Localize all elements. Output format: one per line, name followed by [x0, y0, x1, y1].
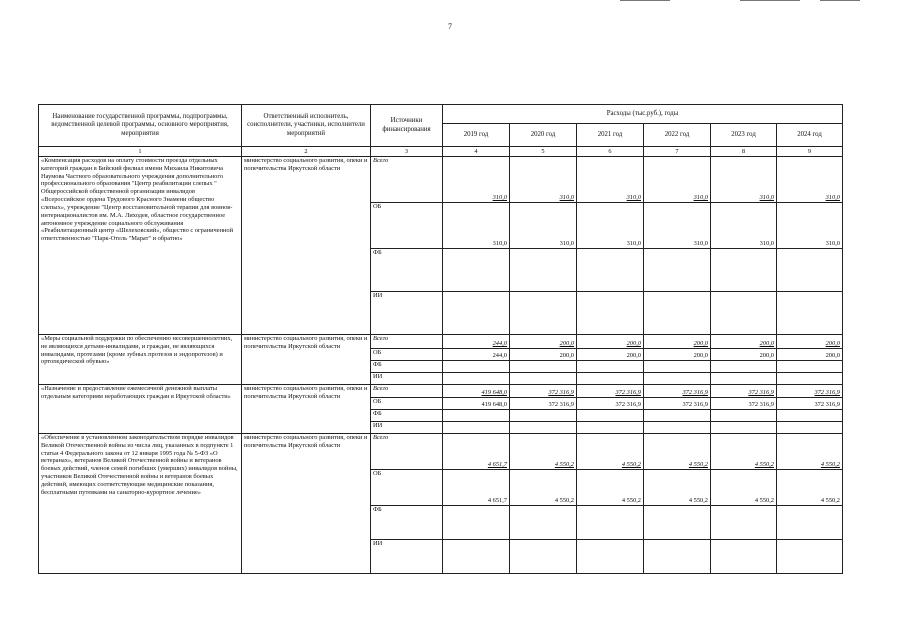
source-fb: ФБ — [371, 506, 443, 540]
ob-value: 310,0 — [510, 203, 577, 249]
ob-value: 4 550,2 — [644, 470, 711, 506]
column-number: 4 — [443, 147, 510, 157]
executor-cell: министерство социального развития, опеки и попечительства Иркутской области — [242, 385, 371, 434]
page-number: 7 — [448, 22, 452, 31]
measure-name: «Меры социальной поддержки по обеспечению несовершеннолетних, не являющихся детьми-инвалидами, и граждан, не являющихся инвалидами, протезами (кроме зубных протезов и эндопротезов) и ортопедической обувью» — [39, 335, 242, 385]
source-fb: ФБ — [371, 249, 443, 292]
column-number: 8 — [711, 147, 777, 157]
measure-name: «Компенсация расходов на оплату стоимости проезда отдельных категорий граждан в Бийский филиал имени Михаила Никитовича Наумова Частного образовательного учреждения дополнительного профессионального образования "Центр реабилитации слепых " Общероссийской общественной организации инвалидов «Всероссийское ордена Трудового Красного Знамени общество слепых», учреждение "Центр восстановительной терапии для воинов-интернационалистов им. М.А. Лиходея, областное государственное автономное учреждение социального обслуживания «Реабилитационный центр «Шелеховский», общество с ограниченной ответственностью "Парк-Отель "Марат" и обратно» — [39, 157, 242, 335]
column-number: 1 — [39, 147, 242, 157]
total-value: 372 316,9 — [711, 385, 777, 398]
total-value: 419 648,0 — [443, 385, 510, 398]
total-value: 200,0 — [711, 335, 777, 349]
ob-value: 310,0 — [443, 203, 510, 249]
column-number-row — [39, 147, 843, 157]
source-ii: ИИ — [371, 422, 443, 434]
total-value: 4 550,2 — [510, 434, 577, 470]
ob-value: 200,0 — [644, 349, 711, 361]
ob-value: 4 651,7 — [443, 470, 510, 506]
ob-value: 310,0 — [711, 203, 777, 249]
source-ob: ОБ — [371, 203, 443, 249]
total-value: 310,0 — [711, 157, 777, 203]
column-number: 9 — [777, 147, 843, 157]
total-value: 372 316,9 — [510, 385, 577, 398]
total-value: 310,0 — [443, 157, 510, 203]
measure-name: «Назначение и предоставление ежемесячной денежной выплаты отдельным категориям неработающих граждан в Иркутской области» — [39, 385, 242, 434]
total-value: 200,0 — [510, 335, 577, 349]
executor-cell: министерство социального развития, опеки и попечительства Иркутской области — [242, 434, 371, 574]
ob-value: 244,0 — [443, 349, 510, 361]
table-row — [39, 385, 843, 398]
ob-value: 4 550,2 — [510, 470, 577, 506]
total-value: 4 550,2 — [777, 434, 843, 470]
header-executor: Ответственный исполнитель, соисполнители, участники, исполнители мероприятий — [242, 105, 371, 147]
total-value: 310,0 — [510, 157, 577, 203]
scan-edge-mark — [620, 0, 670, 1]
source-ob: ОБ — [371, 349, 443, 361]
source-fb: ФБ — [371, 361, 443, 373]
ob-value: 372 316,9 — [777, 398, 843, 410]
column-number: 2 — [242, 147, 371, 157]
header-name: Наименование государственной программы, подпрограммы, ведомственной целевой программы, основного мероприятия, мероприятия — [39, 105, 242, 147]
header-year: 2022 год — [644, 124, 711, 147]
column-number: 5 — [510, 147, 577, 157]
ob-value: 200,0 — [577, 349, 644, 361]
total-value: 200,0 — [644, 335, 711, 349]
total-value: 4 550,2 — [711, 434, 777, 470]
total-value: 244,0 — [443, 335, 510, 349]
total-value: 372 316,9 — [644, 385, 711, 398]
table-row — [39, 157, 843, 203]
ob-value: 419 648,0 — [443, 398, 510, 410]
program-expenses-table — [38, 104, 843, 574]
column-number: 7 — [644, 147, 711, 157]
table-row — [39, 434, 843, 470]
column-number: 3 — [371, 147, 443, 157]
source-total: Всего — [371, 157, 443, 203]
source-total: Всего — [371, 434, 443, 470]
ob-value: 310,0 — [577, 203, 644, 249]
ob-value: 310,0 — [777, 203, 843, 249]
total-value: 310,0 — [777, 157, 843, 203]
total-value: 310,0 — [644, 157, 711, 203]
total-value: 200,0 — [577, 335, 644, 349]
source-ob: ОБ — [371, 398, 443, 410]
source-total: Всего — [371, 385, 443, 398]
header-source: Источники финансирования — [371, 105, 443, 147]
total-value: 4 550,2 — [644, 434, 711, 470]
header-year: 2024 год — [777, 124, 843, 147]
ob-value: 200,0 — [777, 349, 843, 361]
source-ii: ИИ — [371, 540, 443, 574]
total-value: 372 316,9 — [577, 385, 644, 398]
scan-edge-mark — [820, 0, 860, 1]
ob-value: 372 316,9 — [711, 398, 777, 410]
scan-edge-mark — [740, 0, 800, 1]
source-ii: ИИ — [371, 292, 443, 335]
total-value: 372 316,9 — [777, 385, 843, 398]
ob-value: 200,0 — [711, 349, 777, 361]
header-year: 2023 год — [711, 124, 777, 147]
header-year: 2020 год — [510, 124, 577, 147]
ob-value: 372 316,9 — [644, 398, 711, 410]
source-total: Всего — [371, 335, 443, 349]
ob-value: 200,0 — [510, 349, 577, 361]
header-year: 2021 год — [577, 124, 644, 147]
executor-cell: министерство социального развития, опеки и попечительства Иркутской области — [242, 157, 371, 335]
ob-value: 4 550,2 — [711, 470, 777, 506]
ob-value: 372 316,9 — [577, 398, 644, 410]
ob-value: 4 550,2 — [577, 470, 644, 506]
source-ii: ИИ — [371, 373, 443, 385]
header-year: 2019 год — [443, 124, 510, 147]
total-value: 310,0 — [577, 157, 644, 203]
ob-value: 372 316,9 — [510, 398, 577, 410]
total-value: 4 651,7 — [443, 434, 510, 470]
measure-name: «Обеспечение в установленном законодательством порядке инвалидов Великой Отечественной войны из числа лиц, указанных в подпункте 1 статьи 4 Федерального закона от 12 января 1995 года № 5-ФЗ «О ветеранах», ветеранов Великой Отечественной войны и ветеранов боевых действий, членов семей погибших (умерших) инвалидов войны, участников Великой Отечественной войны и ветеранов боевых действий, имеющих соответствующие медицинские показания, бесплатными путевками на санаторно-курортное лечение» — [39, 434, 242, 574]
executor-cell: министерство социального развития, опеки и попечительства Иркутской области — [242, 335, 371, 385]
source-fb: ФБ — [371, 410, 443, 422]
header-expenses: Расходы (тыс.руб.), годы — [443, 105, 843, 124]
source-ob: ОБ — [371, 470, 443, 506]
total-value: 200,0 — [777, 335, 843, 349]
total-value: 4 550,2 — [577, 434, 644, 470]
ob-value: 4 550,2 — [777, 470, 843, 506]
table-row — [39, 335, 843, 349]
ob-value: 310,0 — [644, 203, 711, 249]
column-number: 6 — [577, 147, 644, 157]
